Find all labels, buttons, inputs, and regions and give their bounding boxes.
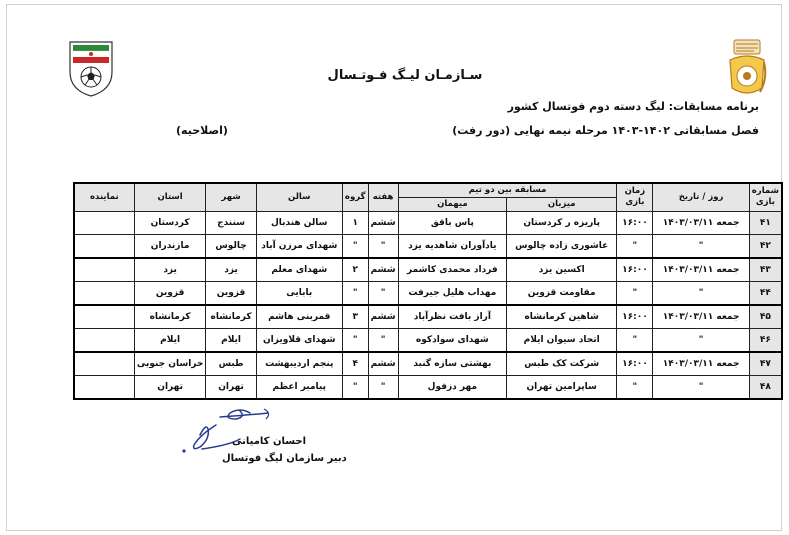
host-team: مقاومت قزوین	[507, 282, 617, 306]
header-rep: نماینده	[74, 183, 134, 211]
group: "	[342, 376, 368, 400]
city: چالوس	[206, 235, 256, 259]
guest-team: مهداب هلیل جیرفت	[398, 282, 506, 306]
table-row	[74, 376, 782, 400]
game-no: ۴۳	[749, 258, 782, 282]
city: ایلام	[206, 329, 256, 353]
game-no: ۴۷	[749, 352, 782, 376]
time: "	[617, 376, 653, 400]
amended-label: (اصلاحیه)	[176, 124, 228, 137]
group: "	[342, 329, 368, 353]
federation-emblem-icon	[66, 38, 116, 98]
table-row	[74, 211, 782, 235]
host-team: شرکت کک طبس	[507, 352, 617, 376]
time: ۱۶:۰۰	[617, 305, 653, 329]
guest-team: پاس باقق	[398, 211, 506, 235]
representative	[74, 282, 134, 306]
province: تهران	[134, 376, 206, 400]
time: "	[617, 329, 653, 353]
signature-icon	[180, 405, 310, 455]
city: تهران	[206, 376, 256, 400]
city: طبس	[206, 352, 256, 376]
header-city: شهر	[206, 183, 256, 211]
day-date: جمعه ۱۴۰۳/۰۳/۱۱	[653, 352, 749, 376]
hall: شهدای معلم	[256, 258, 342, 282]
week: ششم	[368, 352, 398, 376]
guest-team: فرداد محمدی کاشمر	[398, 258, 506, 282]
representative	[74, 211, 134, 235]
time: ۱۶:۰۰	[617, 211, 653, 235]
time: "	[617, 235, 653, 259]
day-date: "	[653, 282, 749, 306]
host-team: پاریزه ر کردستان	[507, 211, 617, 235]
game-no: ۴۶	[749, 329, 782, 353]
guest-team: آراز بافت نظرآباد	[398, 305, 506, 329]
week: "	[368, 282, 398, 306]
time: ۱۶:۰۰	[617, 352, 653, 376]
day-date: "	[653, 235, 749, 259]
week: "	[368, 329, 398, 353]
header-day-date: روز / تاریخ	[653, 183, 749, 211]
game-no: ۴۵	[749, 305, 782, 329]
time: ۱۶:۰۰	[617, 258, 653, 282]
province: مازندران	[134, 235, 206, 259]
table-row	[74, 352, 782, 376]
hall: سالن هندبال	[256, 211, 342, 235]
day-date: جمعه ۱۴۰۳/۰۳/۱۱	[653, 305, 749, 329]
province: یزد	[134, 258, 206, 282]
group: ۳	[342, 305, 368, 329]
week: ششم	[368, 305, 398, 329]
group: ۲	[342, 258, 368, 282]
province: خراسان جنوبی	[134, 352, 206, 376]
header-host: میزبان	[507, 197, 617, 211]
representative	[74, 376, 134, 400]
header-hall: سالن	[256, 183, 342, 211]
week: ششم	[368, 211, 398, 235]
header-province: استان	[134, 183, 206, 211]
day-date: جمعه ۱۴۰۳/۰۳/۱۱	[653, 258, 749, 282]
table-row	[74, 329, 782, 353]
week: "	[368, 235, 398, 259]
group: "	[342, 235, 368, 259]
group: ۱	[342, 211, 368, 235]
header-time: زمان بازی	[617, 183, 653, 211]
host-team: اتحاد سیوان ایلام	[507, 329, 617, 353]
representative	[74, 329, 134, 353]
table-row	[74, 235, 782, 259]
schedule-table	[73, 182, 783, 400]
hall: پیامبر اعظم	[256, 376, 342, 400]
city: سنندج	[206, 211, 256, 235]
city: یزد	[206, 258, 256, 282]
header-group: گروه	[342, 183, 368, 211]
province: ایلام	[134, 329, 206, 353]
signatory-name: احسان کامیانی	[232, 436, 307, 447]
signatory-role: دبیر سازمان لیگ فوتسال	[222, 453, 347, 464]
program-line: برنامه مسابقات: لیگ دسته دوم فوتسال کشور	[507, 100, 759, 113]
game-no: ۴۲	[749, 235, 782, 259]
header-guest: میهمان	[398, 197, 506, 211]
host-team: ساپرامین تهران	[507, 376, 617, 400]
hall: بابایی	[256, 282, 342, 306]
hall: پنجم اردیبهشت	[256, 352, 342, 376]
hall: قمربنی هاشم	[256, 305, 342, 329]
host-team: اکسین یزد	[507, 258, 617, 282]
province: کرمانشاه	[134, 305, 206, 329]
host-team: شاهین کرمانشاه	[507, 305, 617, 329]
header-week: هفته	[368, 183, 398, 211]
representative	[74, 305, 134, 329]
city: قزوین	[206, 282, 256, 306]
game-no: ۴۴	[749, 282, 782, 306]
guest-team: مهر دزفول	[398, 376, 506, 400]
city: کرمانشاه	[206, 305, 256, 329]
page-title: سـازمـان لیـگ فـوتـسال	[327, 68, 483, 83]
guest-team: شهدای سوادکوه	[398, 329, 506, 353]
guest-team: یادآوران شاهدیه یزد	[398, 235, 506, 259]
representative	[74, 258, 134, 282]
representative	[74, 235, 134, 259]
week: "	[368, 376, 398, 400]
table-row	[74, 305, 782, 329]
representative	[74, 352, 134, 376]
hall: شهدای قلاویزان	[256, 329, 342, 353]
group: ۴	[342, 352, 368, 376]
province: کردستان	[134, 211, 206, 235]
province: قزوین	[134, 282, 206, 306]
day-date: "	[653, 329, 749, 353]
guest-team: بهشتی سازه گنبد	[398, 352, 506, 376]
game-no: ۴۸	[749, 376, 782, 400]
hall: شهدای مرزن آباد	[256, 235, 342, 259]
header-match: مسابقه بین دو تیم	[398, 183, 617, 197]
season-line: فصل مسابقاتی ۱۴۰۲-۱۴۰۳ مرحله نیمه نهایی (دور رفت)	[452, 124, 759, 137]
game-no: ۴۱	[749, 211, 782, 235]
league-emblem-icon	[724, 38, 770, 100]
week: ششم	[368, 258, 398, 282]
group: "	[342, 282, 368, 306]
day-date: جمعه ۱۴۰۳/۰۳/۱۱	[653, 211, 749, 235]
host-team: عاشوری زاده چالوس	[507, 235, 617, 259]
table-row	[74, 258, 782, 282]
header-game-no: شماره بازی	[749, 183, 782, 211]
table-row	[74, 282, 782, 306]
time: "	[617, 282, 653, 306]
day-date: "	[653, 376, 749, 400]
